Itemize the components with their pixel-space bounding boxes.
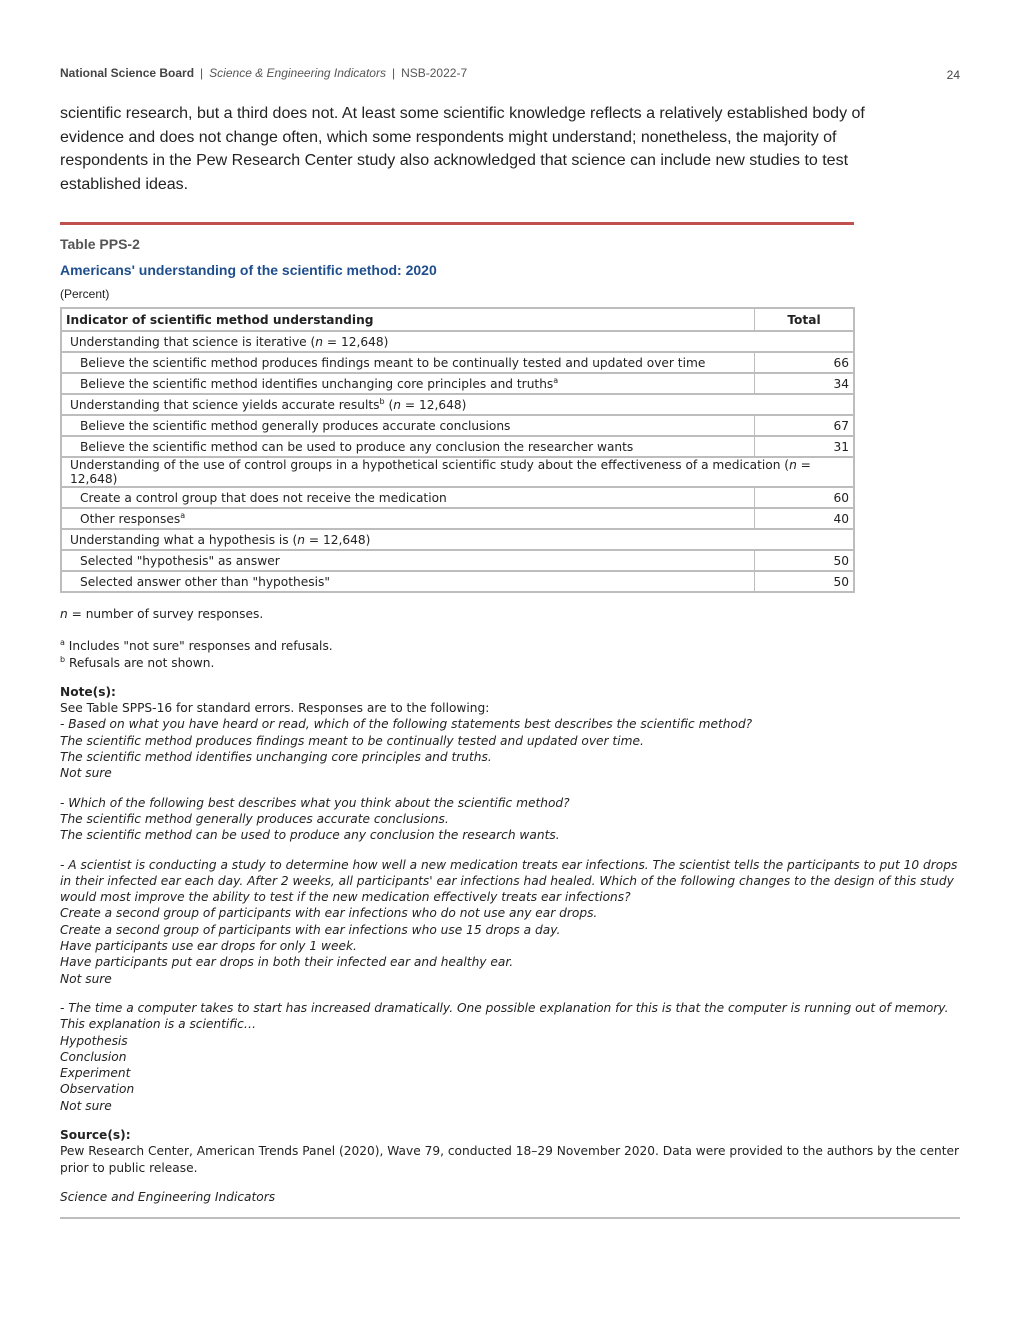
row-label: Create a control group that does not receive the medication [61,487,755,508]
row-label: Other responses$^a$ [61,508,755,529]
page-number: 24 [946,68,960,82]
note-line: The scientific method can be used to produce any conclusion the research wants. [60,828,560,843]
data-table [60,307,855,593]
row-value: 40 [755,508,855,529]
intro-paragraph: scientific research, but a third does not. At least some scientific knowledge reflects a relatively established body of evidence and does not change often, which some respondents might understand; nonetheless, the majority of respondents in the Pew Research Center study also acknowledged that science can include new studies to test established ideas. [60,105,865,193]
header-separator-2: | [391,66,396,80]
note-line: The scientific method generally produces accurate conclusions. [60,811,449,826]
footnote-n: n = number of survey responses. [60,607,264,621]
table-title: Americans' understanding of the scientific method: 2020 [60,262,437,278]
row-label: Believe the scientific method produces findings meant to be continually tested and updated over time [61,352,755,373]
page-header [60,66,960,80]
header-org: National Science Board [60,66,195,80]
note-line: - Based on what you have heard or read, which of the following statements best describes the scientific method? [60,717,753,732]
row-label: Believe the scientific method generally produces accurate conclusions [61,415,755,436]
row-label: Believe the scientific method can be used to produce any conclusion the researcher wants [61,436,755,457]
table-row [61,571,854,592]
group-label: Understanding that science yields accurate results$^b$ (n = 12,648) [61,394,854,415]
row-label: Believe the scientific method identifies unchanging core principles and truths$^a$ [61,373,755,394]
notes-intro: See Table SPPS-16 for standard errors. Responses are to the following: [60,701,490,716]
table-unit: (Percent) [60,287,110,301]
table-group-row [61,457,854,487]
table-header-row [61,308,854,331]
bottom-rule [60,1217,960,1219]
notes-heading: Note(s): [60,684,116,699]
table-row [61,487,854,508]
note-line: Experiment [60,1066,131,1081]
note-line: The scientific method identifies unchanging core principles and truths. [60,750,492,765]
source-text: Pew Research Center, American Trends Panel (2020), Wave 79, conducted 18–29 November 2020. Data were provided to the authors by the center prior to public release. [60,1144,960,1175]
row-label: Selected "hypothesis" as answer [61,550,755,571]
source-heading: Source(s): [60,1128,131,1143]
row-value: 31 [755,436,855,457]
row-value: 34 [755,373,855,394]
note-line: Not sure [60,971,112,986]
note-line: Create a second group of participants with ear infections who do not use any ear drops. [60,906,598,921]
footnote-a: $^a$ Includes "not sure" responses and refusals. [60,638,333,654]
row-value: 50 [755,571,855,592]
header-separator: | [200,66,204,80]
table-row [61,436,854,457]
note-line: Have participants use ear drops for only 1 week. [60,939,357,954]
note-line: Not sure [60,766,112,781]
footnote-marker: a [180,510,186,520]
table-label: Table PPS-2 [60,236,140,252]
row-value: 67 [755,415,855,436]
header-report-code: NSB-2022-7 [401,66,468,80]
footnote-b: $^b$ Refusals are not shown. [60,654,215,670]
note-line: Create a second group of participants with ear infections who use 15 drops a day. [60,922,561,937]
table-row [61,508,854,529]
table-row [61,415,854,436]
table-row [61,352,854,373]
table-notes [60,606,960,1205]
row-value: 50 [755,550,855,571]
source-credit: Science and Engineering Indicators [60,1189,276,1204]
table-group-row [61,394,854,415]
column-header-total: Total [755,308,855,331]
row-value: 66 [755,352,855,373]
group-label: Understanding what a hypothesis is (n = 12,648) [61,529,854,550]
note-line: Conclusion [60,1049,127,1064]
header-publication: Science & Engineering Indicators [209,66,386,80]
note-line: - Which of the following best describes what you think about the scientific method? [60,795,570,810]
table-row [61,550,854,571]
note-line: - A scientist is conducting a study to determine how well a new medication treats ear infections. The scientist tells the participants to put 10 drops in their infected ear each day. After 2 weeks, all participants' ear infections had healed. Which of the following changes to the design of this study would most improve the ability to test if the new medication effectively treats ear infections? [60,857,958,905]
footnote-marker: a [553,375,559,385]
note-line: Not sure [60,1098,112,1113]
group-label: Understanding of the use of control groups in a hypothetical scientific study about the effectiveness of a medication (n = 12,648) [61,457,854,487]
column-header-indicator: Indicator of scientific method understanding [61,308,755,331]
row-value: 60 [755,487,855,508]
note-line: Hypothesis [60,1033,128,1048]
row-label: Selected answer other than "hypothesis" [61,571,755,592]
note-line: Have participants put ear drops in both their infected ear and healthy ear. [60,955,514,970]
table-group-row [61,529,854,550]
table-row [61,373,854,394]
table-top-rule [60,222,854,225]
table-group-row [61,331,854,352]
note-line: - The time a computer takes to start has increased dramatically. One possible explanation for this is that the computer is running out of memory. This explanation is a scientific… [60,1000,949,1032]
note-line: Observation [60,1082,135,1097]
group-label: Understanding that science is iterative (n = 12,648) [61,331,854,352]
footnote-marker: b [379,396,385,406]
note-line: The scientific method produces findings meant to be continually tested and updated over time. [60,733,644,748]
